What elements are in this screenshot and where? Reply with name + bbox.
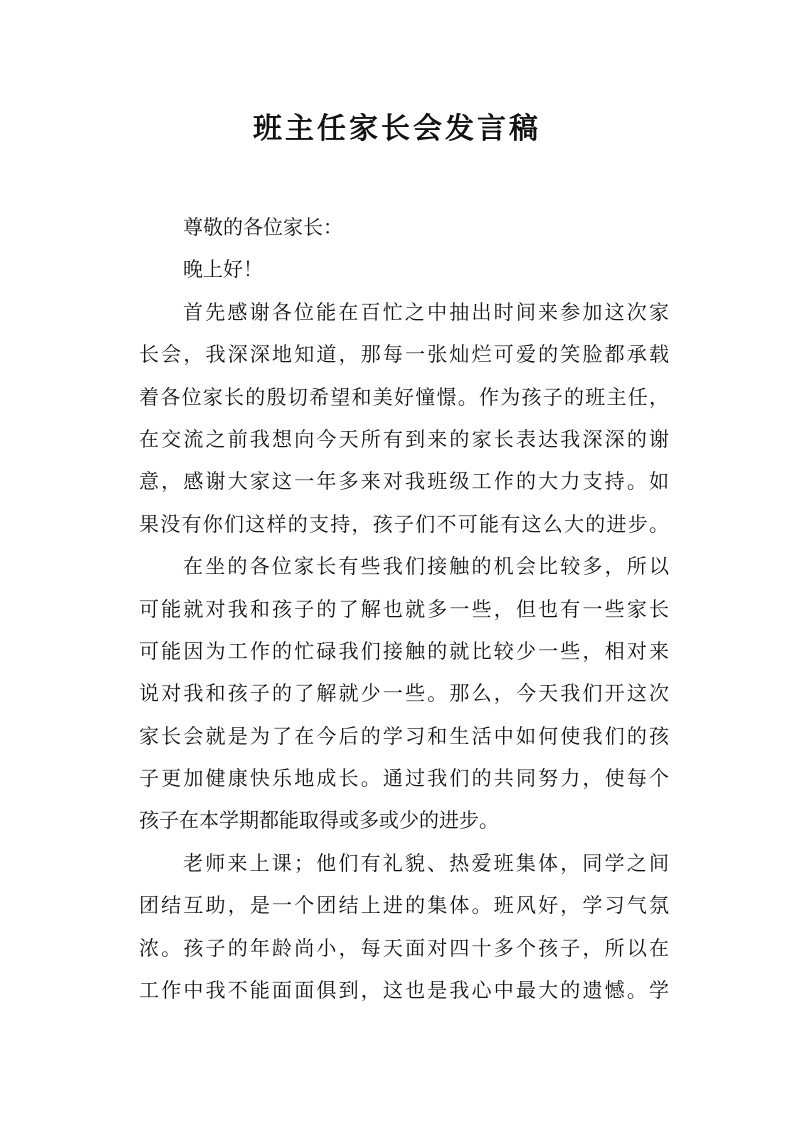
text-line: 浓。孩子的年龄尚小，每天面对四十多个孩子，所以在 <box>139 935 669 960</box>
text-line: 在坐的各位家长有些我们接触的机会比较多，所以 <box>183 554 669 579</box>
salutation-line: 尊敬的各位家长： <box>183 215 343 239</box>
text-line: 在交流之前我想向今天所有到来的家长表达我深深的谢 <box>139 426 669 451</box>
text-line: 可能因为工作的忙碌我们接触的就比较少一些，相对来 <box>139 638 669 663</box>
text-line: 长会，我深深地知道，那每一张灿烂可爱的笑脸都承载 <box>139 342 669 367</box>
text-line: 果没有你们这样的支持，孩子们不可能有这么大的进步。 <box>139 511 669 536</box>
text-line: 着各位家长的殷切希望和美好憧憬。作为孩子的班主任， <box>139 384 669 409</box>
text-line: 团结互助，是一个团结上进的集体。班风好，学习气氛 <box>139 893 669 918</box>
text-line: 首先感谢各位能在百忙之中抽出时间来参加这次家 <box>183 299 669 324</box>
text-line: 工作中我不能面面俱到，这也是我心中最大的遗憾。学 <box>139 978 669 1003</box>
document-title: 班主任家长会发言稿 <box>252 111 541 145</box>
text-line: 家长会就是为了在今后的学习和生活中如何使我们的孩 <box>139 723 669 748</box>
greeting-line: 晚上好！ <box>183 257 263 282</box>
text-line: 意，感谢大家这一年多来对我班级工作的大力支持。如 <box>139 469 669 494</box>
document-body <box>139 206 669 1011</box>
text-line: 老师来上课；他们有礼貌、热爱班集体，同学之间 <box>183 850 669 875</box>
text-line: 子更加健康快乐地成长。通过我们的共同努力，使每个 <box>139 766 669 791</box>
text-line: 说对我和孩子的了解就少一些。那么，今天我们开这次 <box>139 681 669 706</box>
text-line: 孩子在本学期都能取得或多或少的进步。 <box>139 808 499 833</box>
text-line: 可能就对我和孩子的了解也就多一些，但也有一些家长 <box>139 596 669 621</box>
